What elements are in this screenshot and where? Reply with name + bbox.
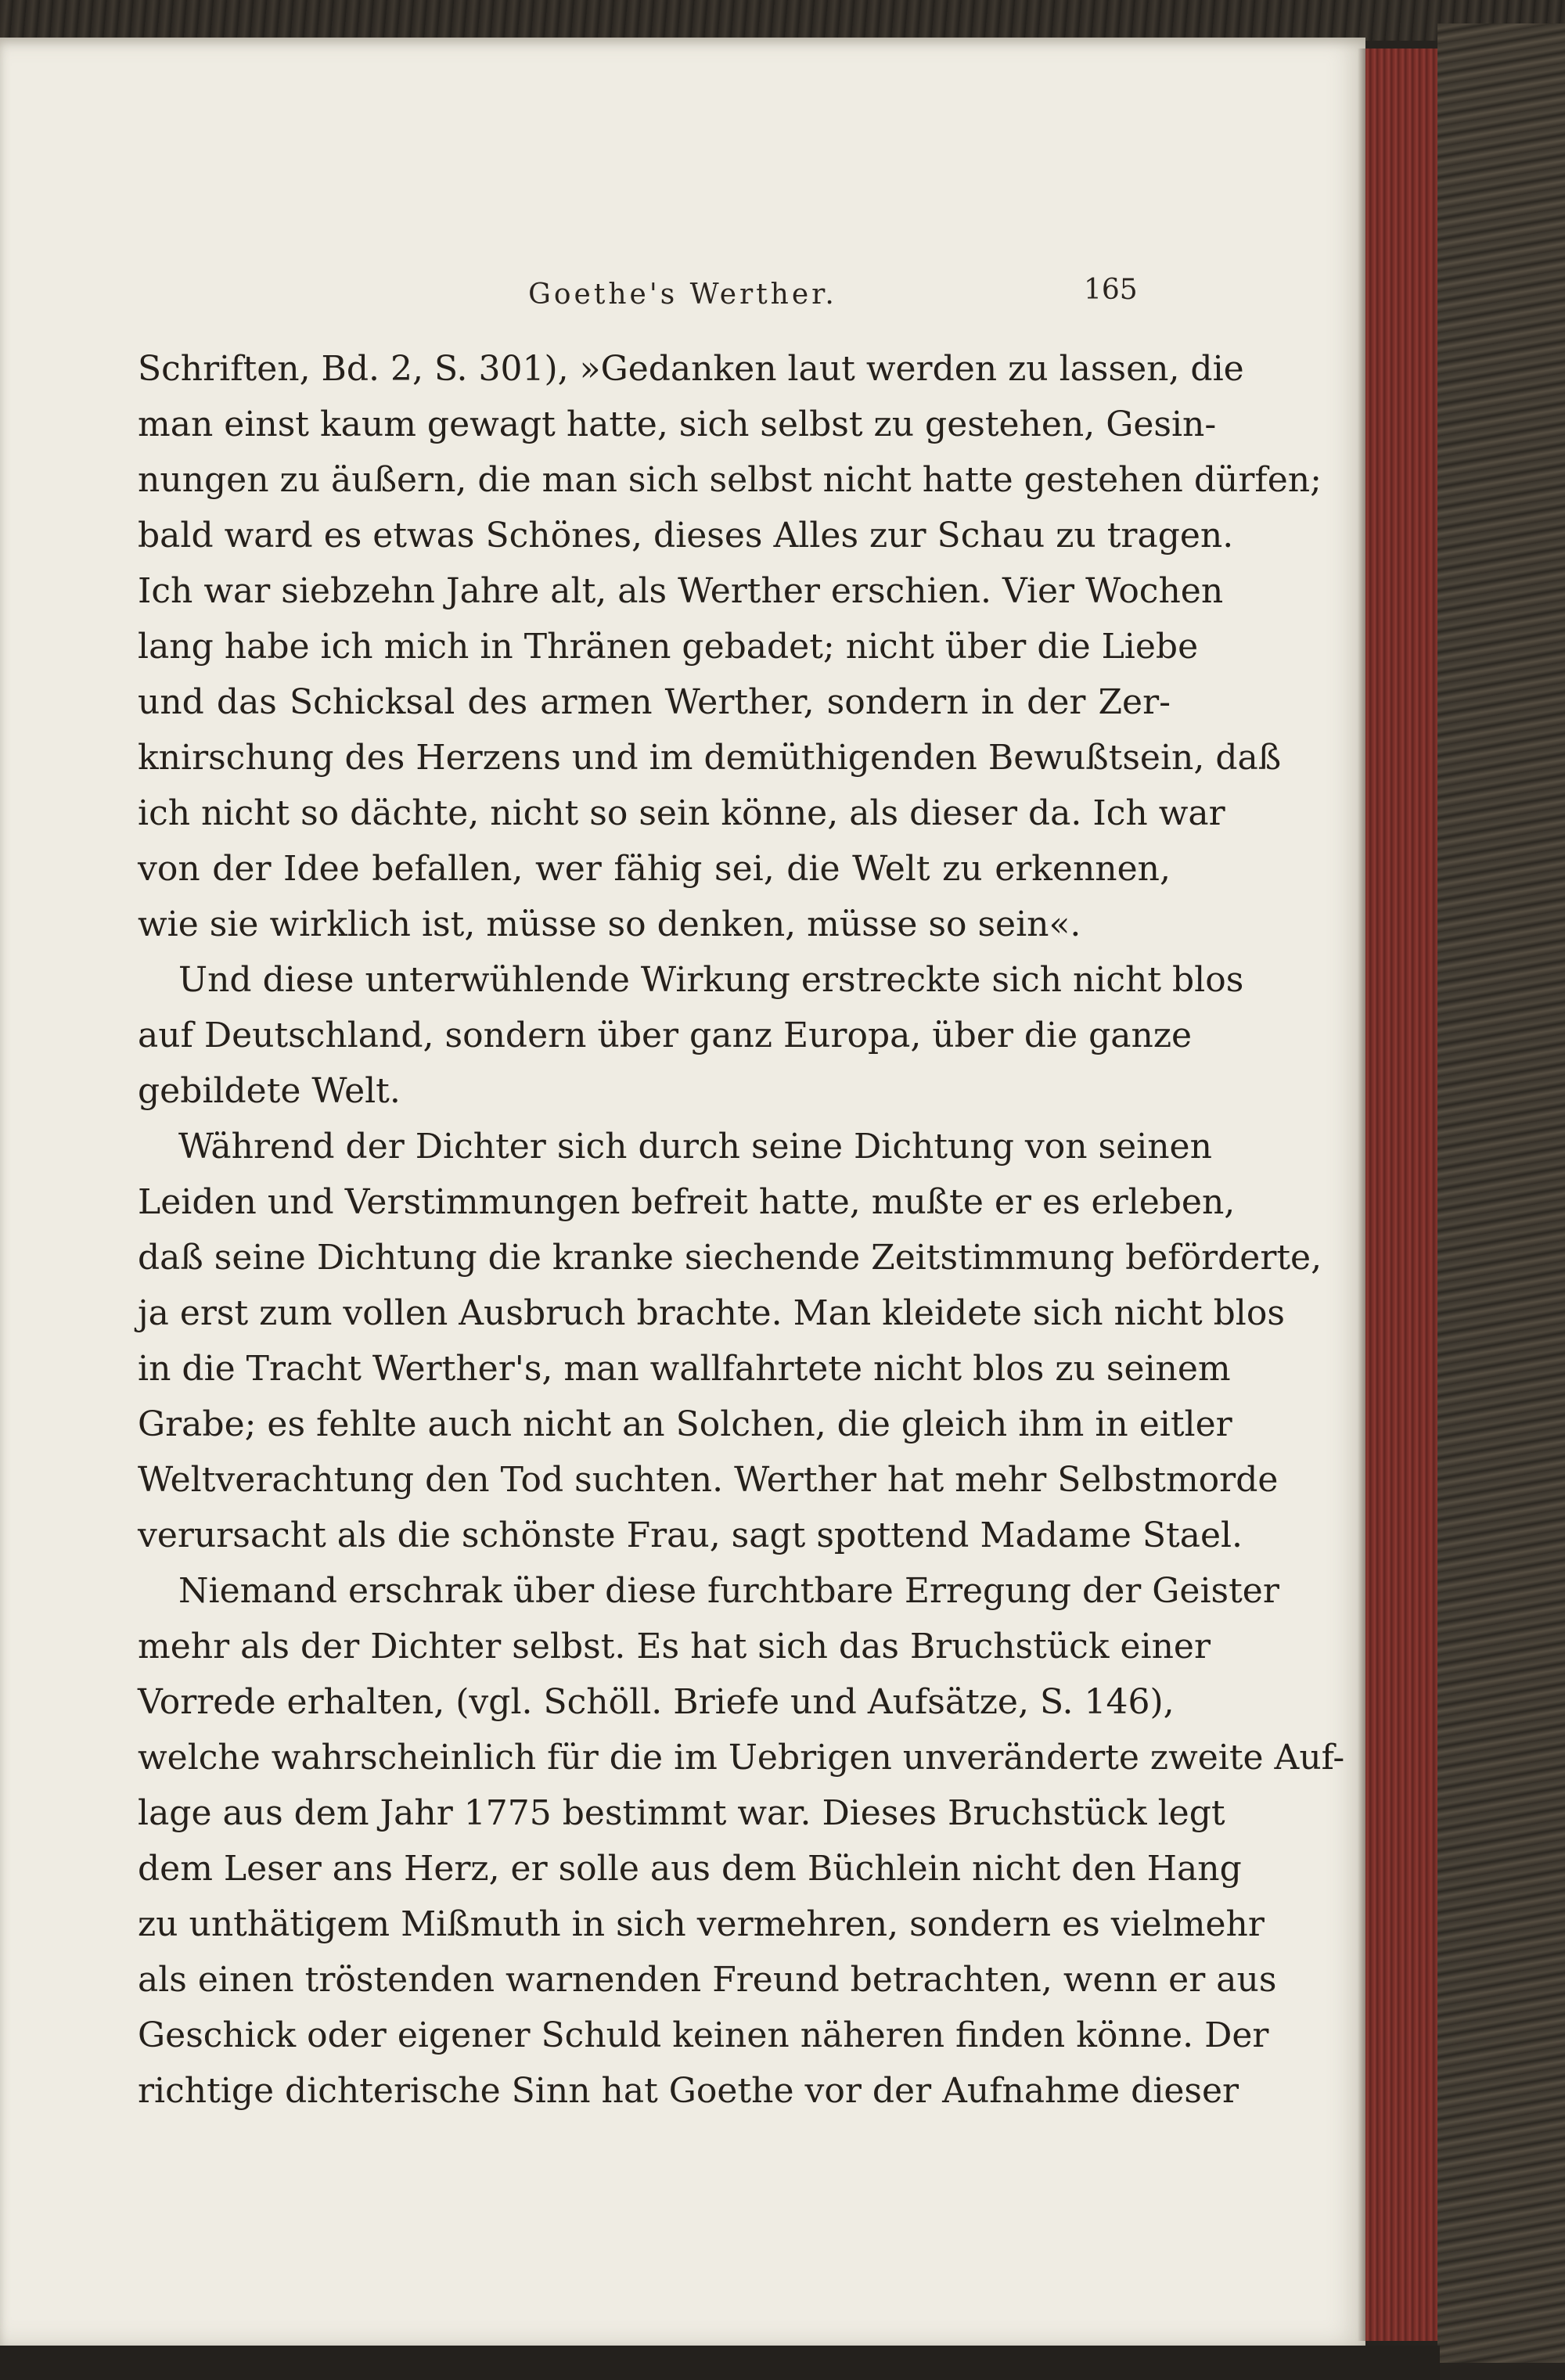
text-line: gebildete Welt. xyxy=(138,1071,401,1111)
running-title: Goethe's Werther. xyxy=(528,279,837,311)
page-header xyxy=(0,266,1365,313)
paragraph xyxy=(138,1119,1322,1563)
text-line: welche wahrscheinlich für die im Uebrigen unveränderte zweite Auf- xyxy=(138,1738,1345,1778)
book-page xyxy=(0,38,1365,2346)
text-line: ja erst zum vollen Ausbruch brachte. Man kleidete sich nicht blos xyxy=(138,1293,1285,1333)
text-line: Ich war siebzehn Jahre alt, als Werther erschien. Vier Wochen xyxy=(138,571,1224,611)
text-line: ich nicht so dächte, nicht so sein könne, als dieser da. Ich war xyxy=(138,793,1225,833)
text-line: als einen tröstenden warnenden Freund betrachten, wenn er aus xyxy=(138,1960,1277,2000)
book-cover-top xyxy=(0,0,1565,41)
text-line: Und diese unterwühlende Wirkung erstreckte sich nicht blos xyxy=(178,960,1244,1000)
text-line: auf Deutschland, sondern über ganz Europa, über die ganze xyxy=(138,1016,1193,1055)
book-cover-right xyxy=(1437,23,1565,2363)
page-number: 165 xyxy=(1084,274,1138,306)
page-block-edge xyxy=(1365,49,1437,2341)
text-line: daß seine Dichtung die kranke siechende Zeitstimmung beförderte, xyxy=(138,1238,1322,1278)
text-line: lang habe ich mich in Thränen gebadet; nicht über die Liebe xyxy=(138,627,1199,667)
text-line: lage aus dem Jahr 1775 bestimmt war. Dieses Bruchstück legt xyxy=(138,1793,1225,1833)
text-line: Vorrede erhalten, (vgl. Schöll. Briefe und Aufsätze, S. 146), xyxy=(138,1682,1175,1722)
paragraph xyxy=(138,341,1322,952)
text-line: von der Idee befallen, wer fähig sei, die Welt zu erkennen, xyxy=(138,849,1171,889)
text-line: man einst kaum gewagt hatte, sich selbst zu gestehen, Gesin- xyxy=(138,404,1217,444)
body-text xyxy=(138,341,1345,2119)
paragraph xyxy=(138,1563,1345,2119)
text-line: Leiden und Verstimmungen befreit hatte, mußte er es erleben, xyxy=(138,1182,1236,1222)
text-line: zu unthätigem Mißmuth in sich vermehren, sondern es vielmehr xyxy=(138,1904,1265,1944)
text-line: mehr als der Dichter selbst. Es hat sich das Bruchstück einer xyxy=(138,1627,1211,1666)
text-line: dem Leser ans Herz, er solle aus dem Büchlein nicht den Hang xyxy=(138,1849,1242,1889)
text-line: Während der Dichter sich durch seine Dichtung von seinen xyxy=(178,1127,1212,1167)
text-line: Niemand erschrak über diese furchtbare Erregung der Geister xyxy=(178,1571,1279,1611)
text-line: in die Tracht Werther's, man wallfahrtete nicht blos zu seinem xyxy=(138,1349,1231,1389)
text-line: Grabe; es fehlte auch nicht an Solchen, die gleich ihm in eitler xyxy=(138,1404,1232,1444)
text-line: verursacht als die schönste Frau, sagt spottend Madame Stael. xyxy=(138,1515,1243,1555)
paragraph xyxy=(138,952,1244,1119)
text-line: bald ward es etwas Schönes, dieses Alles zur Schau zu tragen. xyxy=(138,516,1234,555)
text-line: knirschung des Herzens und im demüthigenden Bewußtsein, daß xyxy=(138,738,1282,778)
text-line: wie sie wirklich ist, müsse so denken, müsse so sein«. xyxy=(138,904,1081,944)
text-line: Schriften, Bd. 2, S. 301), »Gedanken laut werden zu lassen, die xyxy=(138,349,1244,389)
book-cover-bottom xyxy=(0,2346,1440,2380)
text-line: nungen zu äußern, die man sich selbst nicht hatte gestehen dürfen; xyxy=(138,460,1322,500)
text-line: und das Schicksal des armen Werther, sondern in der Zer- xyxy=(138,682,1171,722)
text-line: Geschick oder eigener Schuld keinen näheren finden könne. Der xyxy=(138,2015,1269,2055)
text-line: richtige dichterische Sinn hat Goethe vor der Aufnahme dieser xyxy=(138,2071,1239,2111)
text-line: Weltverachtung den Tod suchten. Werther hat mehr Selbstmorde xyxy=(138,1460,1279,1500)
